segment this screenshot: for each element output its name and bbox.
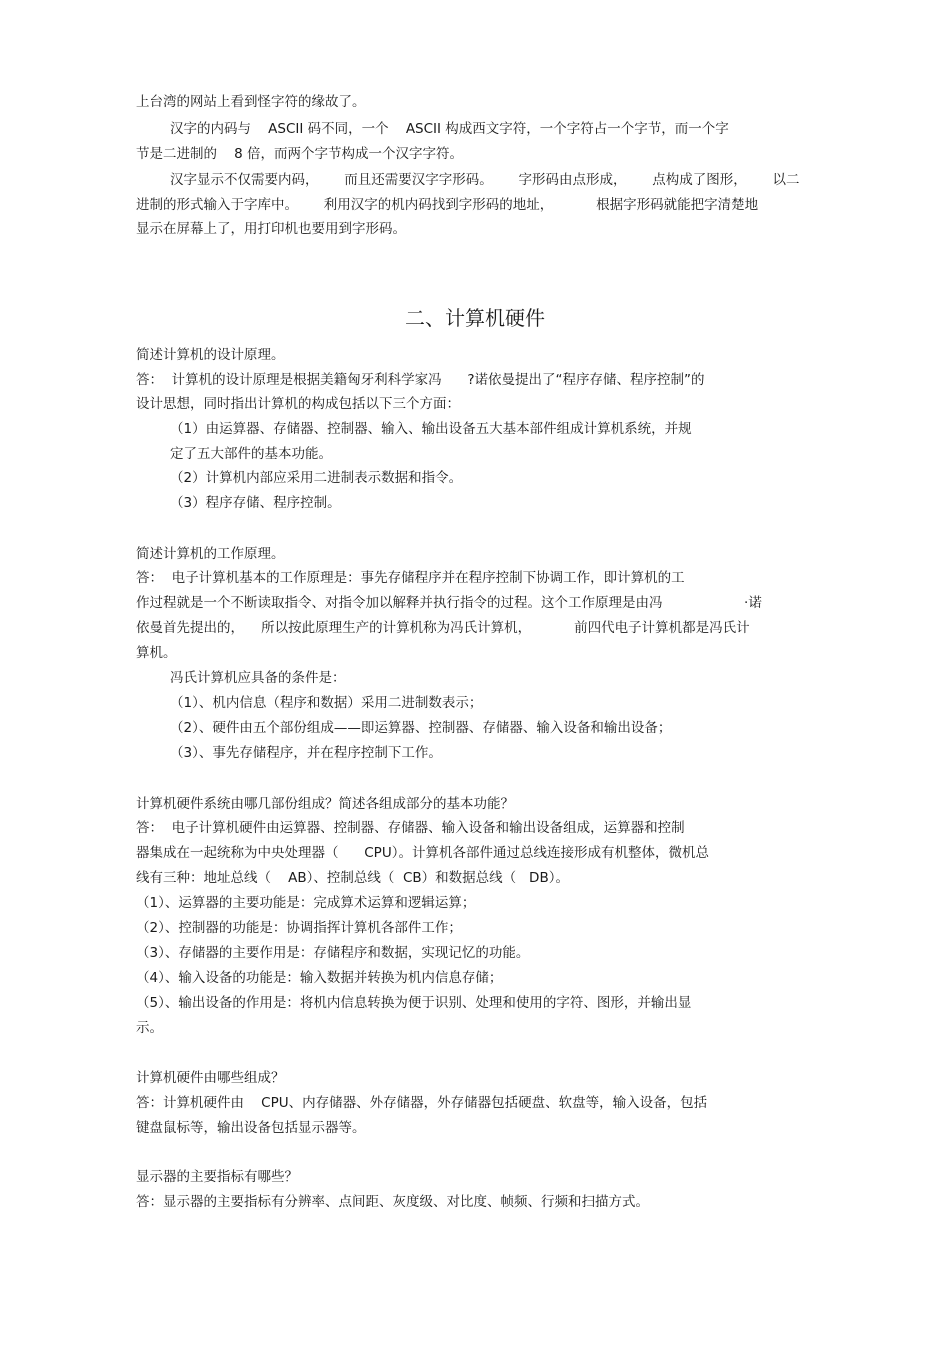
list-item: （2）、硬件由五个部份组成——即运算器、控制器、存储器、输入设备和输出设备；	[170, 720, 672, 736]
answer-line: 线有三种：地址总线（ AB）、控制总线（ CB）和数据总线（ DB）。	[136, 870, 569, 886]
answer-line: 依曼首先提出的， 所以按此原理生产的计算机称为冯氏计算机， 前四代电子计算机都是冯氏计	[136, 620, 750, 636]
answer-line: 答： 电子计算机基本的工作原理是：事先存储程序并在程序控制下协调工作，即计算机的工	[136, 570, 685, 586]
text-line: 上台湾的网站上看到怪字符的缘故了。	[136, 94, 366, 110]
text-line: 汉字的内码与 ASCII 码不同，一个 ASCII 构成西文字符，一个字符占一个字节，而一个字	[170, 121, 729, 137]
question-heading: 计算机硬件由哪些组成？	[136, 1070, 285, 1086]
answer-line: 答：计算机硬件由 CPU、内存储器、外存储器，外存储器包括硬盘、软盘等，输入设备，包括	[136, 1095, 708, 1111]
list-item: （1）、运算器的主要功能是：完成算术运算和逻辑运算；	[136, 895, 476, 911]
question-heading: 简述计算机的设计原理。	[136, 347, 285, 363]
answer-line: 算机。	[136, 645, 177, 661]
question-heading: 计算机硬件系统由哪几部份组成？简述各组成部分的基本功能？	[136, 796, 514, 812]
answer-line: 作过程就是一个不断读取指令、对指令加以解释并执行指令的过程。这个工作原理是由冯 ·诺	[136, 595, 762, 611]
list-item: （3）、事先存储程序，并在程序控制下工作。	[170, 745, 442, 761]
list-item: （1）由运算器、存储器、控制器、输入、输出设备五大基本部件组成计算机系统，并规	[170, 421, 692, 437]
answer-line: 冯氏计算机应具备的条件是：	[170, 670, 346, 686]
list-item: （3）程序存储、程序控制。	[170, 495, 341, 511]
text-line: 节是二进制的 8 倍，而两个字节构成一个汉字字符。	[136, 146, 464, 162]
list-item: （5）、输出设备的作用是：将机内信息转换为便于识别、处理和使用的字符、图形，并输出显	[136, 995, 692, 1011]
answer-line: 答：显示器的主要指标有分辨率、点间距、灰度级、对比度、帧频、行频和扫描方式。	[136, 1194, 649, 1210]
text-line: 进制的形式输入于字库中。 利用汉字的机内码找到字形码的地址， 根据字形码就能把字清楚地	[136, 197, 759, 213]
list-item: （3）、存储器的主要作用是：存储程序和数据，实现记忆的功能。	[136, 945, 530, 961]
text-line: 汉字显示不仅需要内码， 而且还需要汉字字形码。 字形码由点形成， 点构成了图形， 以二	[170, 172, 800, 188]
question-heading: 简述计算机的工作原理。	[136, 546, 285, 562]
list-item: （4）、输入设备的功能是：输入数据并转换为机内信息存储；	[136, 970, 503, 986]
answer-line: 设计思想，同时指出计算机的构成包括以下三个方面：	[136, 396, 460, 412]
list-item: （1）、机内信息（程序和数据）采用二进制数表示；	[170, 695, 483, 711]
answer-line: 器集成在一起统称为中央处理器（ CPU）。计算机各部件通过总线连接形成有机整体，微机总	[136, 845, 709, 861]
question-heading: 显示器的主要指标有哪些？	[136, 1169, 298, 1185]
list-item: 定了五大部件的基本功能。	[170, 446, 332, 462]
list-item: 示。	[136, 1020, 163, 1036]
answer-line: 答： 计算机的设计原理是根据美籍匈牙利科学家冯 ?诺依曼提出了“程序存储、程序控制”的	[136, 372, 705, 388]
section-title: 二、计算机硬件	[405, 306, 545, 330]
text-line: 显示在屏幕上了，用打印机也要用到字形码。	[136, 221, 406, 237]
list-item: （2）、控制器的功能是：协调指挥计算机各部件工作；	[136, 920, 462, 936]
list-item: （2）计算机内部应采用二进制表示数据和指令。	[170, 470, 463, 486]
answer-line: 键盘鼠标等，输出设备包括显示器等。	[136, 1120, 366, 1136]
answer-line: 答： 电子计算机硬件由运算器、控制器、存储器、输入设备和输出设备组成，运算器和控制	[136, 820, 685, 836]
